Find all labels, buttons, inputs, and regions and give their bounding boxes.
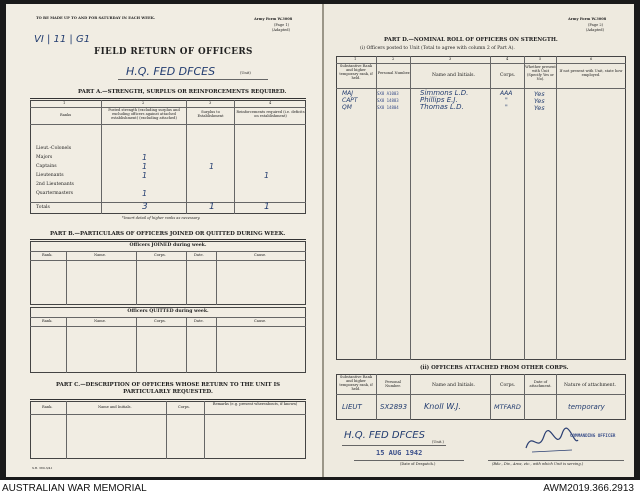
unit-underline: [342, 445, 446, 446]
column-rule: [136, 317, 137, 373]
col-header: Rank.: [42, 253, 53, 257]
hw-posted-value: 1: [142, 171, 148, 180]
column-rule: [186, 100, 187, 214]
archive-caption-bar: [0, 480, 640, 495]
col-number: 2: [142, 101, 145, 105]
column-rule: [66, 401, 67, 459]
col-header: Cause.: [254, 319, 267, 323]
form-number: Army Form W.3008: [568, 17, 607, 21]
print-code: S.B. 380-3/41: [32, 466, 53, 470]
col-header: Name and Initials.: [432, 73, 475, 78]
col-header: Rank.: [42, 319, 53, 323]
hw-name: Thomas L.D.: [420, 103, 464, 111]
signature-scribble: [522, 424, 582, 458]
col-header: Substantive Rank and higher temporary rank, if held.: [339, 64, 373, 80]
column-rule: [216, 317, 217, 373]
hw-posted-value: 1: [142, 153, 148, 162]
formation-note: (Bde., Div., Area, etc., with which Unit is serving.): [492, 462, 584, 466]
part-d-title: PART D.—NOMINAL ROLL OF OFFICERS ON STRENGTH.: [384, 37, 558, 43]
column-rule: [490, 374, 491, 420]
adapted-label: (Adapted): [586, 28, 605, 32]
column-rule: [66, 317, 67, 373]
hw-sig-unit: H.Q. FED DFCES: [344, 430, 425, 441]
column-rule: [186, 251, 187, 305]
col-header: Substantive Rank and higher temporary rank, if held.: [339, 375, 373, 391]
hw-posted-total: 3: [142, 202, 148, 212]
date-underline: [354, 460, 464, 461]
col-header: Name.: [94, 319, 106, 323]
column-rule: [66, 251, 67, 305]
officer-stamp: COMMANDING OFFICER: [570, 433, 616, 438]
row-rule: [30, 251, 306, 252]
rank-label: Lieut.-Colonels: [36, 146, 72, 151]
col-header: Date of attachment.: [529, 380, 552, 388]
row-rule: [336, 394, 626, 395]
part-d-subtitle: (i) Officers posted to Unit (Total to agree with column 2 of Part A).: [360, 46, 515, 51]
hw-surplus-value: 1: [209, 162, 215, 171]
column-rule: [186, 317, 187, 373]
handwritten-date: VI | 11 | G1: [34, 34, 91, 45]
unit-label: (Unit.): [432, 440, 444, 444]
part-b-title: PART B.—PARTICULARS OF OFFICERS JOINED OR QUITTED DURING WEEK.: [50, 231, 286, 237]
hw-att-nature: temporary: [568, 403, 605, 411]
column-rule: [136, 251, 137, 305]
header-posted: Posted strength (excluding surplus and excluding officers against attached establishment) (excluding attached): [108, 108, 180, 120]
footnote: *Insert detail of higher ranks as necessary.: [122, 216, 201, 220]
col-number: 6: [590, 57, 593, 61]
hw-reinf-value: 1: [264, 171, 270, 180]
hw-name: Phillips E.J.: [420, 96, 458, 104]
col-header: Corps.: [178, 405, 190, 409]
unit-label: (Unit): [240, 71, 251, 75]
hw-rank: CAPT: [342, 97, 358, 104]
row-rule: [30, 260, 306, 261]
divider: [30, 239, 306, 240]
rank-label-totals: Totals: [36, 205, 50, 210]
hw-att-number: SX2893: [380, 403, 408, 411]
hw-present: Yes: [534, 90, 545, 98]
joined-title: Officers JOINED during week.: [129, 243, 207, 248]
rank-label: Captains: [36, 164, 57, 169]
header-surplus: Surplus to Establishment: [197, 110, 224, 118]
row-rule: [336, 63, 626, 64]
col-number: 4: [269, 101, 272, 105]
hw-name: Simmons L.D.: [420, 89, 469, 97]
page-number: (Page 2): [588, 23, 604, 27]
col-header: Name.: [94, 253, 106, 257]
column-rule: [204, 401, 205, 459]
col-header: Date.: [194, 319, 204, 323]
hw-present: Yes: [534, 97, 545, 105]
attached-title: (ii) OFFICERS ATTACHED FROM OTHER CORPS.: [420, 365, 569, 371]
date-stamp: 15 AUG 1942: [376, 449, 423, 457]
col-header: If not present with Unit, state how employed.: [559, 69, 623, 77]
divider: [30, 98, 306, 99]
column-rule: [556, 374, 557, 420]
column-rule: [410, 374, 411, 420]
page-title: FIELD RETURN OF OFFICERS: [94, 47, 253, 57]
col-header: Corps.: [154, 319, 166, 323]
form-number: Army Form W.3008: [254, 17, 293, 21]
hw-att-corps: MTFARD: [494, 403, 521, 411]
part-c-table: [30, 401, 306, 459]
handwritten-unit: H.Q. FED DFCES: [126, 65, 216, 78]
adapted-label: (Adapted): [272, 28, 291, 32]
column-rule: [216, 251, 217, 305]
hw-present: Yes: [534, 104, 545, 112]
header-reinforcements: Reinforcements required (i.e. deficits on establishment): [236, 110, 305, 118]
column-rule: [556, 56, 557, 360]
hw-att-rank: LIEUT: [342, 403, 362, 411]
col-header: Whether present with Unit (Specify Yes or No).: [525, 65, 556, 81]
hw-posted-value: 1: [142, 162, 148, 171]
personal-number: SX8 A1003: [377, 91, 399, 96]
column-rule: [490, 56, 491, 360]
col-header: Rank.: [42, 405, 53, 409]
header-ranks: Ranks: [60, 113, 72, 117]
date-label: (Date of Despatch.): [400, 462, 436, 466]
column-rule: [410, 56, 411, 360]
col-header: Remarks (e.g. present whereabouts, if known): [212, 402, 298, 406]
row-rule: [30, 414, 306, 415]
unit-underline: [118, 79, 268, 80]
col-header: Nature of attachment.: [564, 383, 616, 388]
column-rule: [524, 56, 525, 360]
hw-corps: AAA: [500, 90, 513, 97]
col-number: 3: [449, 57, 452, 61]
formation-underline: [488, 460, 624, 461]
rank-label: Quartermasters: [36, 191, 73, 196]
col-header: Corps.: [500, 73, 516, 78]
personal-number: SX8 14883: [377, 98, 399, 103]
archive-caption-right: AWM2019.366.2913: [543, 483, 634, 494]
hw-surplus-total: 1: [209, 202, 215, 212]
col-header: Corps.: [500, 383, 516, 388]
column-rule: [101, 100, 102, 214]
col-number: 1: [354, 57, 357, 61]
col-header: Corps.: [154, 253, 166, 257]
col-header: Personal Number.: [377, 71, 411, 75]
left-page: [6, 4, 322, 477]
hw-rank: MAJ: [342, 90, 354, 97]
row-rule: [30, 326, 306, 327]
column-rule: [166, 401, 167, 459]
col-header: Cause.: [254, 253, 267, 257]
hw-posted-value: 1: [142, 189, 148, 198]
right-page: [324, 4, 634, 477]
col-header: Personal Number.: [385, 380, 401, 388]
personal-number: SX8 14804: [377, 105, 399, 110]
rank-label: 2nd Lieutenants: [36, 182, 74, 187]
divider: [30, 399, 306, 400]
hw-rank: QM: [342, 104, 352, 111]
col-number: 2: [392, 57, 395, 61]
part-c-title: PART C.—DESCRIPTION OF OFFICERS WHOSE RETURN TO THE UNIT IS PARTICULARLY REQUESTED.: [56, 382, 280, 395]
col-header: Date.: [194, 253, 204, 257]
col-number: 5: [539, 57, 542, 61]
quitted-title: Officers QUITTED during week.: [127, 309, 209, 314]
col-number: 4: [506, 57, 509, 61]
hw-corps: ": [505, 104, 508, 111]
hw-corps: ": [505, 97, 508, 104]
rank-label: Majors: [36, 155, 53, 160]
made-up-note: TO BE MADE UP TO AND FOR SATURDAY IN EACH WEEK.: [36, 16, 156, 20]
row-rule: [336, 88, 626, 89]
hw-att-name: Knoll W.J.: [424, 402, 461, 411]
col-number: 3: [209, 101, 212, 105]
column-rule: [234, 100, 235, 214]
col-header: Name and Initials.: [98, 405, 132, 409]
rank-label: Lieutenants: [36, 173, 64, 178]
col-number: 1: [63, 101, 66, 105]
row-rule: [30, 124, 306, 125]
part-a-title: PART A.—STRENGTH, SURPLUS OR REINFORCEMENTS REQUIRED.: [78, 89, 287, 95]
col-header: Name and Initials.: [432, 383, 475, 388]
archive-caption-left: AUSTRALIAN WAR MEMORIAL: [2, 483, 147, 494]
row-rule: [30, 317, 306, 318]
hw-reinf-total: 1: [264, 202, 270, 212]
page-number: (Page 1): [274, 23, 290, 27]
